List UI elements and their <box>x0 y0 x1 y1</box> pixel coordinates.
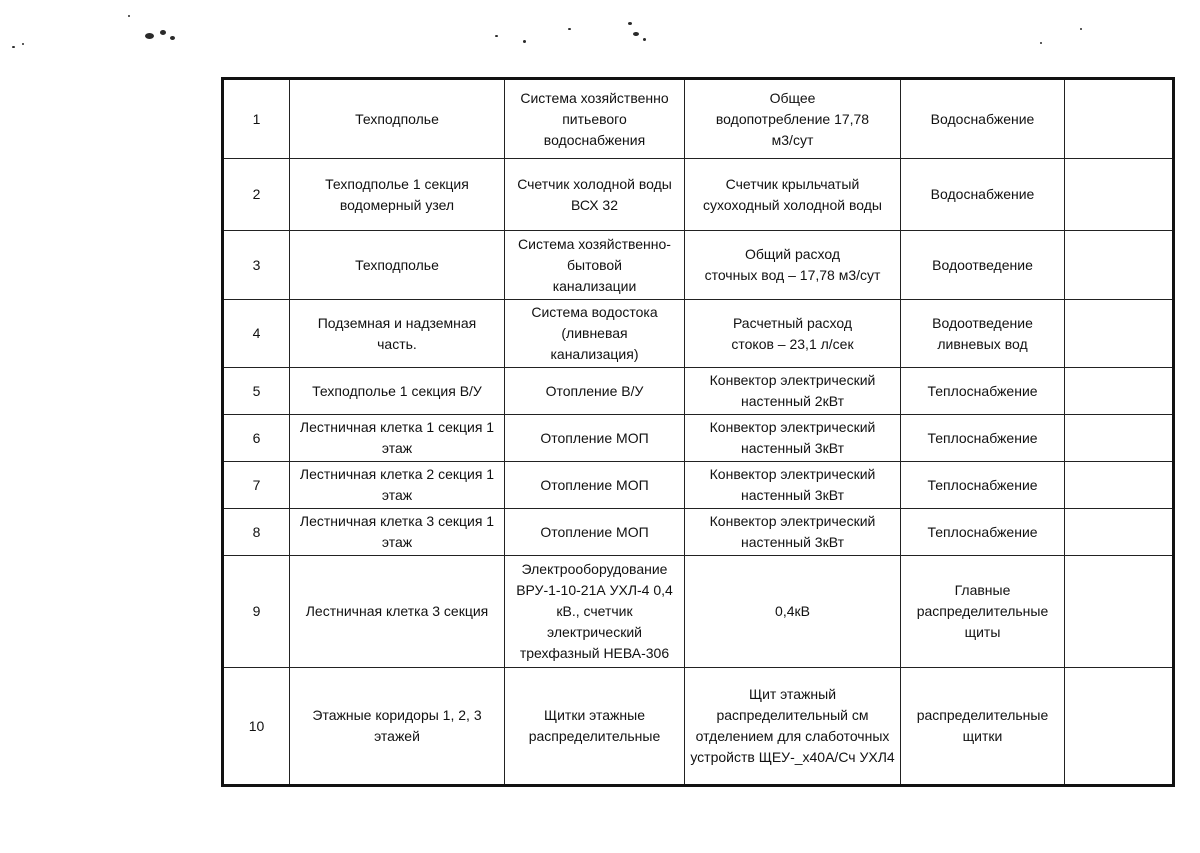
note-cell <box>1065 415 1174 462</box>
characteristic-cell-text: Конвектор электрический настенный 3кВт <box>709 466 876 503</box>
scan-speck <box>22 43 24 45</box>
purpose-cell <box>901 509 1065 556</box>
characteristic-cell <box>685 462 901 509</box>
row-number-text: 10 <box>248 717 265 734</box>
system-cell <box>505 509 685 556</box>
table-row <box>223 300 1174 368</box>
location-cell <box>290 300 505 368</box>
purpose-cell-text: Теплоснабжение <box>927 476 1038 493</box>
location-cell <box>290 79 505 159</box>
row-number <box>223 668 290 786</box>
system-cell-text: Отопление МОП <box>540 476 649 493</box>
scan-speck <box>633 32 639 36</box>
scan-speck <box>568 28 571 30</box>
system-cell-text: Отопление В/У <box>545 382 644 399</box>
location-cell <box>290 509 505 556</box>
location-cell <box>290 668 505 786</box>
note-cell <box>1065 668 1174 786</box>
table-row <box>223 231 1174 300</box>
characteristic-cell-text: Счетчик крыльчатый сухоходный холодной воды <box>703 175 882 213</box>
characteristic-cell <box>685 79 901 159</box>
row-number-text: 4 <box>252 325 261 341</box>
row-number-text: 1 <box>252 110 261 127</box>
location-cell-text: Техподполье <box>355 256 439 273</box>
characteristic-cell <box>685 509 901 556</box>
row-number-text: 5 <box>252 382 261 399</box>
purpose-cell-text: Главные распределительные щиты <box>916 582 1049 640</box>
row-number-text: 7 <box>252 476 261 493</box>
table-row <box>223 159 1174 231</box>
row-number <box>223 415 290 462</box>
table-row <box>223 556 1174 668</box>
table-row <box>223 79 1174 159</box>
scan-speck <box>1040 42 1042 44</box>
scan-speck <box>170 36 175 40</box>
system-cell <box>505 231 685 300</box>
system-cell-text: Отопление МОП <box>540 523 649 540</box>
characteristic-cell-text: Конвектор электрический настенный 3кВт <box>709 419 876 456</box>
row-number-text: 2 <box>252 186 261 202</box>
scan-speck <box>523 40 526 43</box>
row-number-text: 8 <box>252 523 261 540</box>
row-number <box>223 368 290 415</box>
purpose-cell <box>901 415 1065 462</box>
purpose-cell <box>901 462 1065 509</box>
scan-speck <box>12 46 15 48</box>
characteristic-cell <box>685 159 901 231</box>
location-cell-text: Лестничная клетка 2 секция 1 этаж <box>299 466 495 503</box>
location-cell-text: Лестничная клетка 3 секция 1 этаж <box>299 513 495 550</box>
scan-speck <box>160 30 166 35</box>
table-row <box>223 415 1174 462</box>
location-cell <box>290 462 505 509</box>
table-row <box>223 368 1174 415</box>
characteristic-cell <box>685 668 901 786</box>
scan-speck <box>145 33 154 39</box>
table-row <box>223 509 1174 556</box>
location-cell <box>290 556 505 668</box>
purpose-cell-text: Теплоснабжение <box>927 382 1038 399</box>
scan-speck <box>1080 28 1082 30</box>
system-cell-text: Электрооборудование ВРУ-1-10-21А УХЛ-4 0,4 кВ., счетчик электрический трехфазный НЕВА-306 <box>516 561 673 661</box>
system-cell-text: Отопление МОП <box>540 429 649 446</box>
row-number-text: 3 <box>252 256 261 273</box>
note-cell <box>1065 462 1174 509</box>
location-cell-text: Этажные коридоры 1, 2, 3 этажей <box>312 707 482 744</box>
characteristic-cell-text: Общий расход сточных вод – 17,78 м3/сут <box>704 246 881 283</box>
characteristic-cell-text: Щит этажный распределительный см отделением для слаботочных устройств ЩЕУ-_х40А/Сч УХЛ4 <box>690 686 895 765</box>
note-cell <box>1065 368 1174 415</box>
purpose-cell-text: Водоснабжение <box>930 110 1035 127</box>
note-cell <box>1065 300 1174 368</box>
system-cell-text: Щитки этажные распределительные <box>528 707 661 744</box>
system-cell-text: Система хозяйственно- бытовой канализации <box>518 235 671 294</box>
row-number <box>223 159 290 231</box>
purpose-cell <box>901 556 1065 668</box>
purpose-cell-text: Теплоснабжение <box>927 523 1038 540</box>
characteristic-cell-text: Конвектор электрический настенный 3кВт <box>709 513 876 550</box>
characteristic-cell-text: Конвектор электрический настенный 2кВт <box>709 372 876 409</box>
scan-speck <box>628 22 632 25</box>
note-cell <box>1065 231 1174 300</box>
table-row <box>223 462 1174 509</box>
system-cell <box>505 368 685 415</box>
system-cell-text: Система хозяйственно питьевого водоснабжения <box>520 89 669 148</box>
location-cell <box>290 159 505 231</box>
utility-systems-table <box>221 77 1175 787</box>
characteristic-cell-text: Общее водопотребление 17,78 м3/сут <box>715 89 870 148</box>
system-cell-text: Счетчик холодной воды ВСХ 32 <box>517 175 672 213</box>
row-number <box>223 509 290 556</box>
system-cell <box>505 415 685 462</box>
characteristic-cell-text: 0,4кВ <box>775 603 810 619</box>
characteristic-cell-text: Расчетный расход стоков – 23,1 л/сек <box>731 314 854 352</box>
note-cell <box>1065 159 1174 231</box>
purpose-cell-text: Водоотведение <box>932 256 1033 273</box>
purpose-cell-text: распределительные щитки <box>916 707 1049 744</box>
location-cell-text: Подземная и надземная часть. <box>317 314 477 352</box>
scan-speck <box>128 15 130 17</box>
location-cell <box>290 368 505 415</box>
system-cell <box>505 668 685 786</box>
purpose-cell <box>901 159 1065 231</box>
note-cell <box>1065 509 1174 556</box>
purpose-cell <box>901 231 1065 300</box>
row-number <box>223 79 290 159</box>
note-cell <box>1065 79 1174 159</box>
characteristic-cell <box>685 415 901 462</box>
characteristic-cell <box>685 556 901 668</box>
purpose-cell <box>901 668 1065 786</box>
row-number-text: 6 <box>252 429 261 446</box>
location-cell <box>290 415 505 462</box>
system-cell-text: Система водостока (ливневая канализация) <box>531 304 658 362</box>
row-number <box>223 556 290 668</box>
system-cell <box>505 556 685 668</box>
characteristic-cell <box>685 231 901 300</box>
system-cell <box>505 79 685 159</box>
purpose-cell-text: Водоснабжение <box>930 186 1035 202</box>
row-number <box>223 300 290 368</box>
purpose-cell <box>901 300 1065 368</box>
location-cell-text: Лестничная клетка 3 секция <box>305 603 489 619</box>
system-cell <box>505 159 685 231</box>
row-number <box>223 462 290 509</box>
purpose-cell <box>901 368 1065 415</box>
row-number-text: 9 <box>252 603 261 619</box>
location-cell-text: Техподполье <box>355 110 439 127</box>
scan-speck <box>495 35 498 37</box>
note-cell <box>1065 556 1174 668</box>
purpose-cell-text: Теплоснабжение <box>927 429 1038 446</box>
table-row <box>223 668 1174 786</box>
purpose-cell-text: Водоотведение ливневых вод <box>932 314 1033 352</box>
characteristic-cell <box>685 368 901 415</box>
characteristic-cell <box>685 300 901 368</box>
system-cell <box>505 462 685 509</box>
location-cell-text: Техподполье 1 секция водомерный узел <box>325 175 469 213</box>
location-cell <box>290 231 505 300</box>
scan-speck <box>643 38 646 41</box>
row-number <box>223 231 290 300</box>
location-cell-text: Лестничная клетка 1 секция 1 этаж <box>299 419 495 456</box>
location-cell-text: Техподполье 1 секция В/У <box>312 382 482 399</box>
system-cell <box>505 300 685 368</box>
purpose-cell <box>901 79 1065 159</box>
